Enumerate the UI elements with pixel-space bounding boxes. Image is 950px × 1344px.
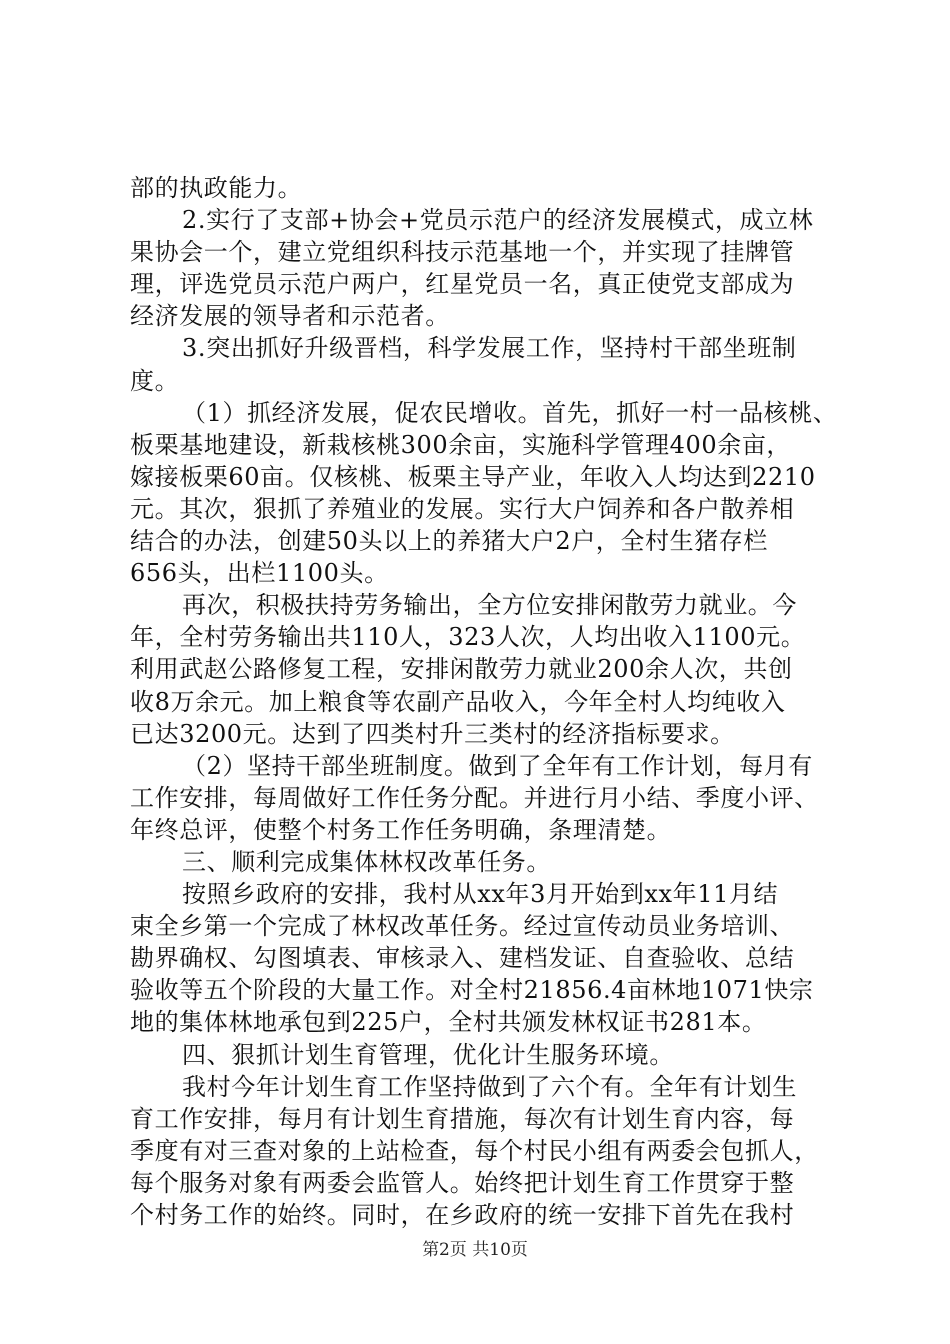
section-heading: 四、狠抓计划生育管理，优化计生服务环境。	[182, 1040, 674, 1069]
text-line: 板栗基地建设，新栽核桃300余亩，实施科学管理400余亩，	[130, 430, 792, 459]
text-line: （1）抓经济发展，促农民增收。首先，抓好一村一品核桃、	[182, 398, 838, 427]
text-line: 年，全村劳务输出共110人，323人次，人均出收入1100元。	[130, 623, 806, 652]
text-line: 每个服务对象有两委会监管人。始终把计划生育工作贯穿于整	[130, 1168, 795, 1197]
text-line: 3.突出抓好升级晋档，科学发展工作，坚持村干部坐班制	[182, 334, 797, 363]
text-line: 元。其次，狠抓了养殖业的发展。实行大户饲养和各户散养相	[130, 494, 795, 523]
text-line: 育工作安排，每月有计划生育措施，每次有计划生育内容，每	[130, 1104, 795, 1133]
section-heading: 三、顺利完成集体林权改革任务。	[182, 847, 551, 876]
text-line: 个村务工作的始终。同时，在乡政府的统一安排下首先在我村	[130, 1201, 795, 1229]
text-line: 嫁接板栗60亩。仅核桃、板栗主导产业，年收入人均达到2210	[130, 462, 816, 491]
text-line: 地的集体林地承包到225户，全村共颁发林权证书281本。	[130, 1008, 767, 1037]
text-line: 果协会一个，建立党组织科技示范基地一个，并实现了挂牌管	[130, 238, 795, 267]
text-line: 我村今年计划生育工作坚持做到了六个有。全年有计划生	[182, 1072, 797, 1101]
text-line: 经济发展的领导者和示范者。	[130, 302, 450, 331]
text-line: 656头，出栏1100头。	[130, 559, 389, 588]
page-number: 第2页 共10页	[422, 1240, 528, 1260]
text-line: 季度有对三查对象的上站检查，每个村民小组有两委会包抓人，	[130, 1136, 819, 1165]
text-line: 结合的办法，创建50头以上的养猪大户2户，全村生猪存栏	[130, 527, 769, 556]
text-line: 部的执政能力。	[130, 174, 303, 202]
text-line: 利用武赵公路修复工程，安排闲散劳力就业200余人次，共创	[130, 655, 793, 684]
document-body	[130, 172, 838, 1231]
text-line: 年终总评，使整个村务工作任务明确，条理清楚。	[130, 815, 672, 844]
text-line: 按照乡政府的安排，我村从xx年3月开始到xx年11月结	[182, 880, 779, 909]
text-line: 已达3200元。达到了四类村升三类村的经济指标要求。	[130, 719, 735, 748]
text-line: 2.实行了支部+协会+党员示范户的经济发展模式，成立林	[182, 206, 814, 235]
text-line: 收8万余元。加上粮食等农副产品收入，今年全村人均纯收入	[130, 687, 786, 716]
text-line: 勘界确权、勾图填表、审核录入、建档发证、自查验收、总结	[130, 944, 795, 973]
text-line: 再次，积极扶持劳务输出，全方位安排闲散劳力就业。今	[182, 591, 797, 620]
text-line: 度。	[130, 366, 180, 395]
text-line: 工作安排，每周做好工作任务分配。并进行月小结、季度小评、	[130, 783, 819, 812]
text-line: 理，评选党员示范户两户，红星党员一名，真正使党支部成为	[130, 270, 795, 299]
text-line: 束全乡第一个完成了林权改革任务。经过宣传动员业务培训、	[130, 912, 795, 941]
text-line: （2）坚持干部坐班制度。做到了全年有工作计划，每月有	[182, 751, 813, 780]
text-line: 验收等五个阶段的大量工作。对全村21856.4亩林地1071快宗	[130, 976, 814, 1005]
